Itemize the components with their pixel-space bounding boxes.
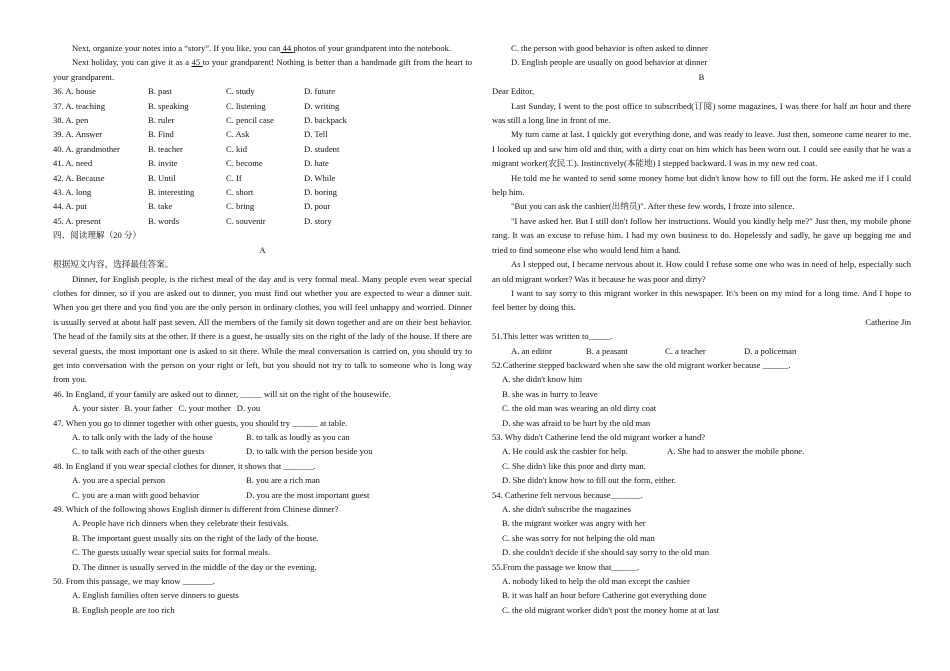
cloze-option: 41. A. need — [53, 158, 93, 169]
cloze-option: D. student — [304, 143, 340, 154]
cloze-option-row — [53, 185, 472, 199]
cloze-option: C. souvenir — [226, 215, 266, 226]
question-53-options-row — [492, 444, 911, 458]
cloze-option: C. If — [226, 172, 242, 183]
question-47-options — [53, 430, 472, 459]
option: D. English people are usually on good behavior at dinner — [511, 57, 708, 68]
cloze-option: D. Tell — [304, 129, 328, 140]
cloze-option: B. take — [148, 201, 173, 212]
option: C. the person with good behavior is often asked to dinner — [511, 43, 708, 53]
option: B. she was in hurry to leave — [502, 388, 598, 399]
blank-45: 45 — [191, 57, 203, 68]
question-46-options — [53, 401, 472, 415]
cloze-option-row — [53, 214, 472, 228]
option: A. she didn't subscribe the magazines — [502, 504, 631, 514]
cloze-option-row — [53, 142, 472, 156]
left-column — [53, 41, 472, 617]
cloze-option-row — [53, 199, 472, 213]
letter-paragraph: As I stepped out, I became nervous about it. How could I refuse some one who was in need of help, especially such an old migrant worker? Was it because he was poor and dirty? — [492, 259, 911, 284]
cloze-option-row — [53, 127, 472, 141]
question-54: 54. Catherine felt nervous because_______. — [492, 489, 643, 500]
option: A. you are a special person — [72, 475, 166, 486]
section-heading: 四、阅读理解（20 分） — [53, 230, 142, 241]
letter-signature: Catherine Jin — [865, 316, 911, 327]
option: C. your mother — [178, 403, 231, 414]
text: to your grandparent! Nothing is better than a handmade gift from the heart to your grandparent. — [53, 57, 473, 82]
cloze-option: C. listening — [226, 100, 266, 111]
option: D. to talk with the person beside you — [246, 446, 373, 457]
option: C. The guests usually wear special suits for formal meals. — [72, 547, 271, 558]
option: C. the old man was wearing an old dirty coat — [502, 403, 657, 414]
question-47: 47. When you go to dinner together with other guests, you should try ______ at table. — [53, 417, 348, 428]
cloze-paragraph-2 — [53, 55, 472, 84]
question-51: 51.This letter was written to_____. — [492, 331, 613, 342]
cloze-option-row — [53, 171, 472, 185]
option: A. English families often serve dinners to guests — [72, 590, 239, 601]
letter-paragraph: "I have asked her. But I still don't follow her instructions. Would you kindly help me?" Just then, my mobile phone rang. It was an excuse to refuse him. I had my own business to do. Hopelessly and sadly, he gave up begging me and tried to find someone else who would lend him a hand. — [492, 215, 911, 255]
passage-a: Dinner, for English people, is the richest meal of the day and is very formal meal. Many people even wear special clothes for dinner, so if you are asked out to dinner, you must find out whether you are expected to wear a dinner suit. When you get there and you find you are the only person in ordinary clothes, you will feel unhappy and worried. Dinner is usually served at about half past seven. All the members of the family sit down together and are on their best behavior. The head of the family sits at the other. If there is a guest, he usually sits on the right of the lady of the house. If there are several guests, the most important one is asked to sit there. While the meal conversation is carried on, you should try to get into conversation with the person on your right or left, but you should not try to talk to someone who is long way from you. — [53, 273, 472, 385]
letter-paragraph: My turn came at last. I quickly got everything done, and was ready to leave. Just then, someone came nearer to me. I looked up and saw him old and thin, with a dirty coat on him which has been worn out. I could see easily that he was a migrant worker(农民工). Instinctively(本能地) I stepped backward. I was in my new red coat. — [492, 129, 911, 169]
question-51-options — [492, 344, 911, 358]
cloze-option: B. ruler — [148, 115, 175, 126]
option: D. She didn't know how to fill out the form, either. — [502, 475, 677, 486]
cloze-paragraph-1 — [53, 41, 472, 55]
cloze-option: C. study — [226, 86, 255, 97]
right-column — [492, 41, 911, 617]
question-52: 52.Catherine stepped backward when she saw the old migrant worker because ______. — [492, 359, 791, 370]
cloze-option: 36. A. house — [53, 86, 96, 97]
blank-44: 44 — [280, 43, 294, 53]
option: D. she couldn't decide if she should say sorry to the old man — [502, 547, 710, 558]
option: B. your father — [124, 403, 173, 414]
passage-label-a: A — [259, 244, 266, 255]
cloze-option: D. boring — [304, 187, 337, 198]
option: A. He could ask the cashier for help. — [502, 446, 628, 457]
option: B. to talk as loudly as you can — [246, 431, 350, 442]
cloze-option: D. writing — [304, 100, 340, 111]
cloze-option: B. words — [148, 215, 180, 226]
letter-paragraph: I want to say sorry to this migrant worker in this newspaper. It\'s been on my mind for a long time. And I hope to feel better by doing this. — [492, 287, 911, 313]
cloze-option: 39. A. Answer — [53, 129, 103, 140]
cloze-options — [53, 84, 472, 228]
question-53: 53. Why didn't Catherine lend the old migrant worker a hand? — [492, 431, 706, 442]
cloze-option: D. future — [304, 86, 336, 97]
cloze-option: C. bring — [226, 201, 255, 212]
cloze-option: D. story — [304, 215, 332, 226]
cloze-option-row — [53, 113, 472, 127]
cloze-option: B. speaking — [148, 100, 189, 111]
cloze-option-row — [53, 84, 472, 98]
cloze-option-row — [53, 156, 472, 170]
option: B. a peasant — [586, 345, 628, 356]
cloze-option: B. Find — [148, 129, 174, 140]
cloze-option: C. pencil case — [226, 115, 274, 126]
cloze-option-row — [53, 99, 472, 113]
passage-label-b: B — [698, 71, 705, 82]
option: A. she didn't know him — [502, 374, 583, 385]
cloze-option: C. Ask — [226, 129, 250, 140]
cloze-option: C. become — [226, 158, 263, 169]
option: B. the migrant worker was angry with her — [502, 518, 646, 529]
option: A. to talk only with the lady of the house — [72, 431, 213, 442]
cloze-option: 37. A. teaching — [53, 100, 106, 111]
cloze-option: B. past — [148, 86, 172, 97]
cloze-option: B. invite — [148, 158, 178, 169]
option: C. the old migrant worker didn't post the money home at at last — [502, 604, 720, 615]
letter-paragraph: Last Sunday, I went to the post office to subscribed(订阅) some magazines, I was there for half an hour and there was still a long line in front of me. — [492, 100, 911, 126]
text: Next holiday, you can give it as a — [72, 57, 192, 68]
option: A. She had to answer the mobile phone. — [667, 446, 805, 457]
cloze-option: 40. A. grandmother — [53, 143, 120, 154]
option: A. People have rich dinners when they celebrate their festivals. — [72, 518, 289, 529]
cloze-option: 44. A. put — [53, 201, 87, 212]
question-48: 48. In England if you wear special clothes for dinner, it shows that _______. — [53, 460, 316, 471]
cloze-option: 42. A. Because — [53, 172, 105, 183]
letter-paragraph: He told me he wanted to send some money home but didn't know how to fill out the form. He asked me if I could help him. — [492, 172, 911, 198]
cloze-option: C. short — [226, 187, 254, 198]
option: A. your sister — [72, 403, 119, 414]
option: C. to talk with each of the other guests — [72, 446, 205, 457]
option: C. She didn't like this poor and dirty man. — [502, 460, 646, 471]
option: A. nobody liked to help the old man except the cashier — [502, 576, 690, 587]
cloze-option: 45. A. present — [53, 215, 101, 226]
letter-paragraph: "But you can ask the cashier(出纳员)". After these few words, I froze into silence. — [511, 201, 795, 212]
question-49: 49. Which of the following shows English dinner is different from Chinese dinner? — [53, 504, 339, 514]
cloze-option: B. teacher — [148, 143, 183, 154]
option: C. she was sorry for not helping the old man — [502, 532, 655, 543]
option: C. you are a man with good behavior — [72, 489, 200, 500]
cloze-option: 38. A. pen — [53, 115, 89, 126]
cloze-option: D. hate — [304, 158, 329, 169]
option: B. it was half an hour before Catherine got everything done — [502, 590, 707, 601]
letter-greeting: Dear Editor, — [492, 86, 535, 97]
cloze-option: D. While — [304, 172, 336, 183]
text: photos of your grandparent into the notebook. — [293, 43, 452, 53]
question-55: 55.From the passage we know that______. — [492, 561, 640, 572]
option: A. an editor — [511, 345, 552, 356]
cloze-option: C. kid — [226, 143, 248, 154]
option: C. a teacher — [665, 345, 706, 356]
cloze-option: D. pour — [304, 201, 331, 212]
cloze-option: 43. A. long — [53, 187, 92, 198]
option: B. you are a rich man — [246, 475, 320, 486]
cloze-option: B. interesting — [148, 187, 195, 198]
option: D. a policeman — [744, 345, 797, 356]
option: D. The dinner is usually served in the middle of the day or the evening. — [72, 561, 317, 572]
text: Next, organize your notes into a “story”. If you like, you can — [72, 43, 281, 53]
option: B. The important guest usually sits on the right of the lady of the house. — [72, 532, 319, 543]
question-48-options — [53, 473, 472, 502]
instruction: 根据短文内容，选择最佳答案。 — [53, 259, 174, 270]
cloze-option: D. backpack — [304, 115, 347, 126]
question-46: 46. In England, if your family are asked out to dinner, _____ will sit on the right of the housewife. — [53, 388, 391, 399]
cloze-option: B. Until — [148, 172, 176, 183]
option: D. you — [236, 403, 261, 414]
option: D. you are the most important guest — [246, 489, 370, 500]
option: B. English people are too rich — [72, 604, 175, 615]
option: D. she was afraid to be hurt by the old man — [502, 417, 651, 428]
question-50: 50. From this passage, we may know _______. — [53, 576, 215, 587]
